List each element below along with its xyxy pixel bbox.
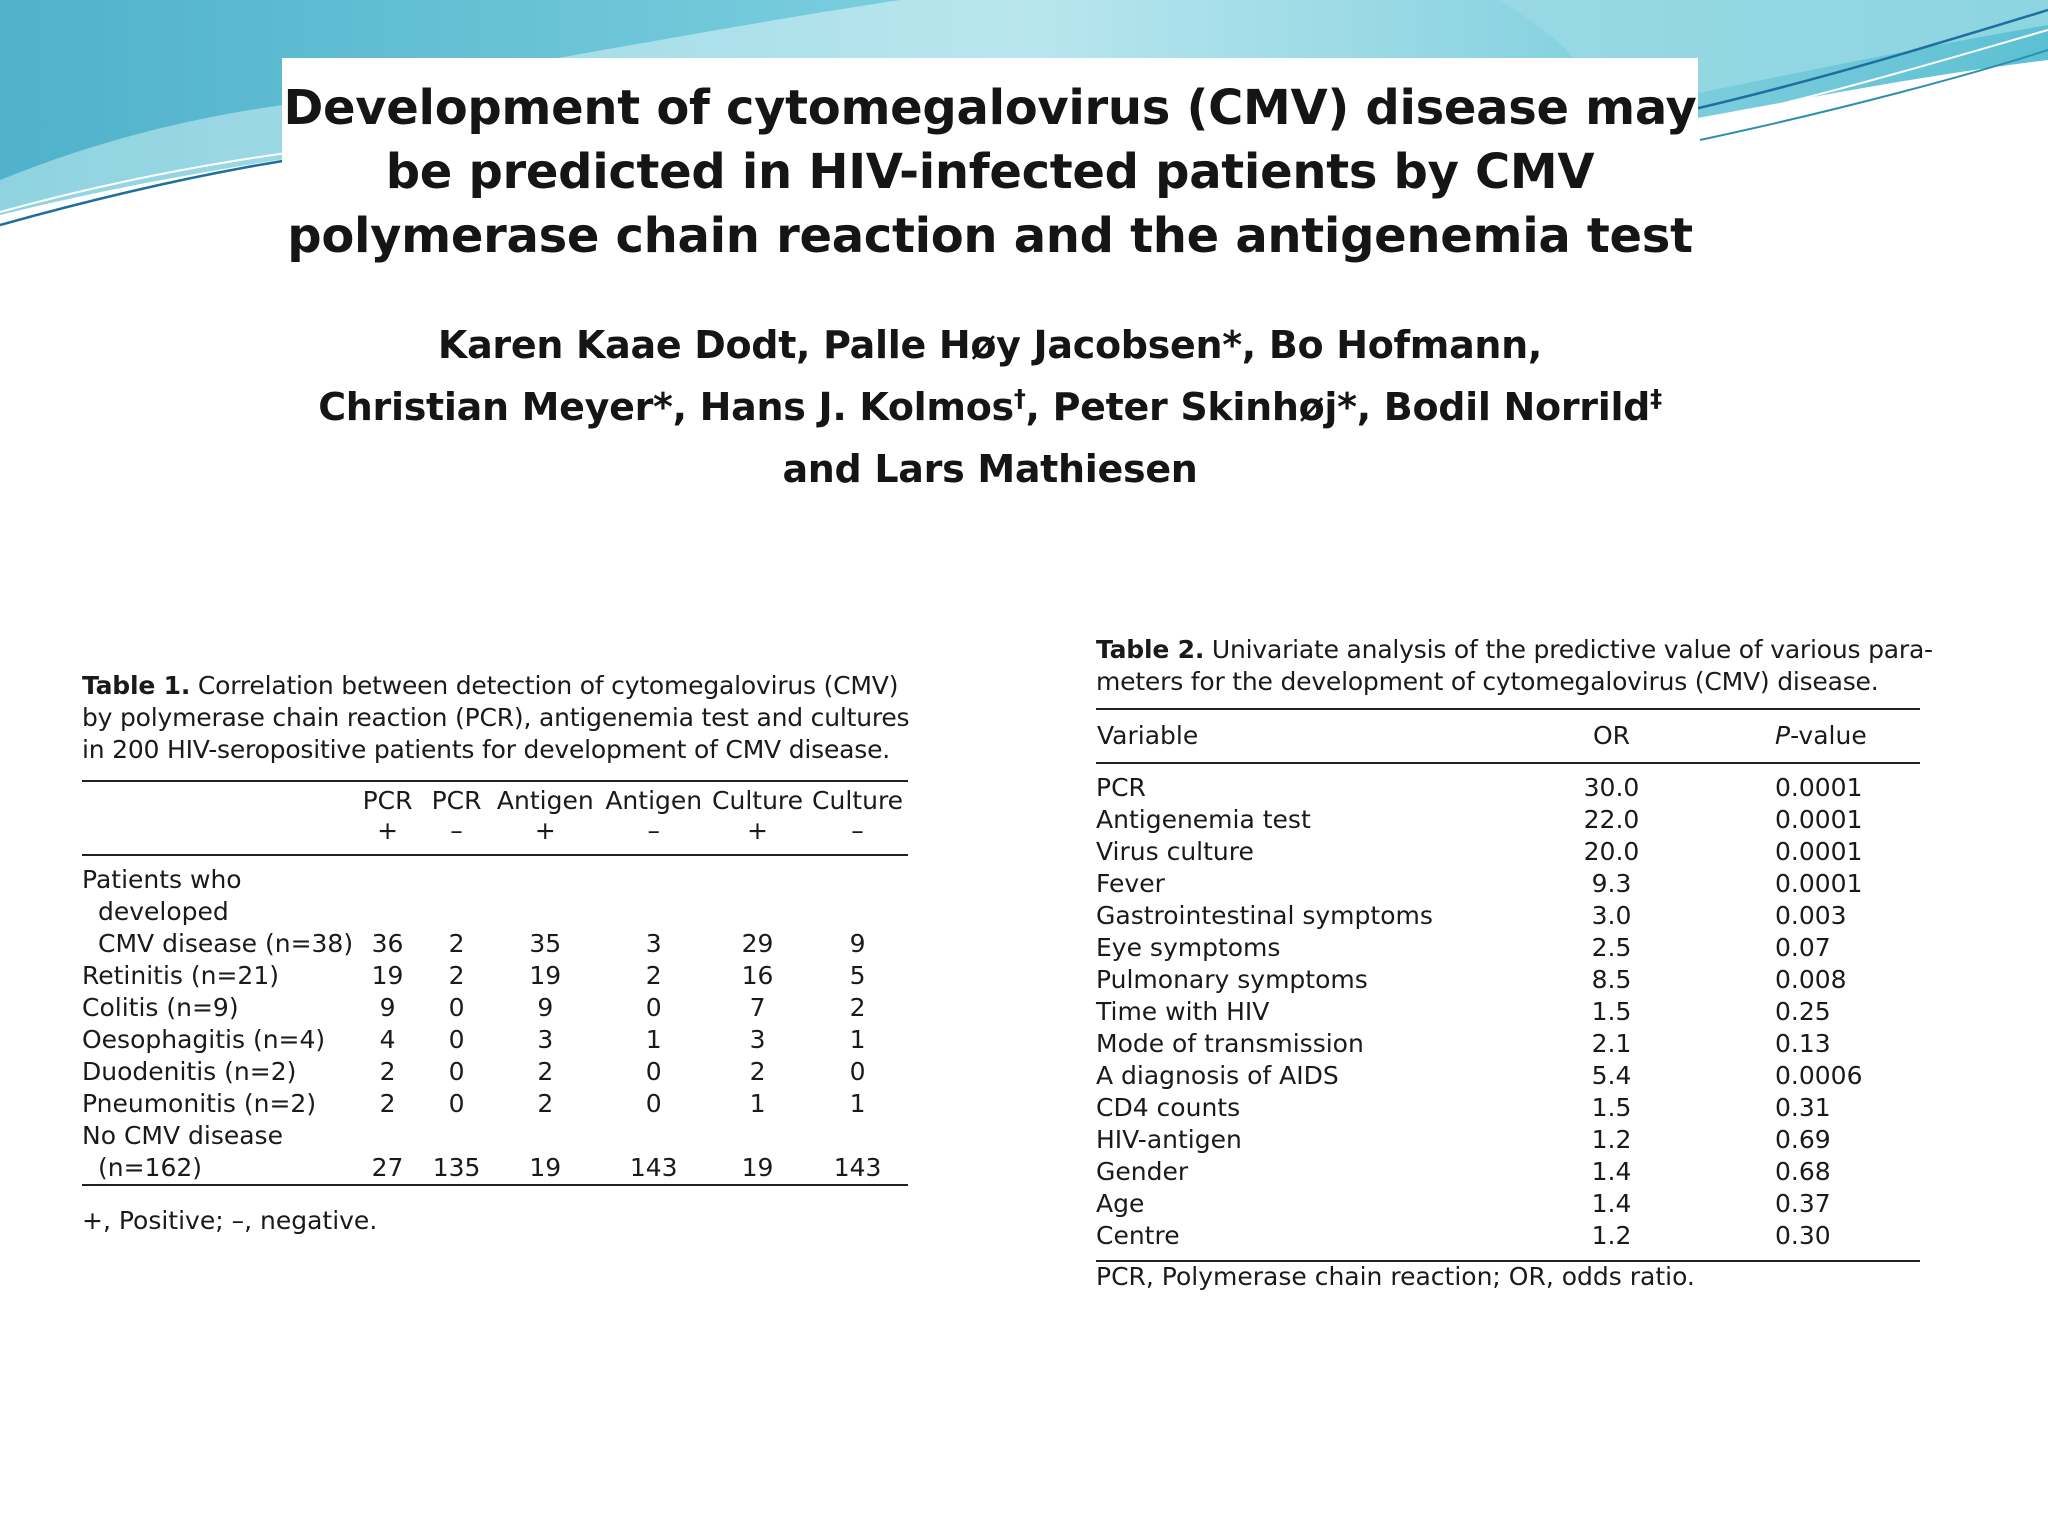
- table1-cell: [807, 1120, 908, 1152]
- table2-variable-cell: Age: [1096, 1189, 1145, 1218]
- table1-header-corner: [82, 781, 353, 816]
- table2-pvalue-cell: 0.30: [1695, 1220, 1920, 1261]
- table1-row: [82, 1120, 908, 1152]
- table1-caption-line: by polymerase chain reaction (PCR), antigenemia test and cultures: [82, 703, 910, 732]
- table1-caption-line: Correlation between detection of cytomegalovirus (CMV): [190, 671, 899, 700]
- table1-sign-row: [82, 816, 908, 855]
- table2-row: [1096, 804, 1920, 836]
- table1-row: [82, 1152, 908, 1185]
- table1-cell: 29: [741, 929, 774, 958]
- table2-or-cell: 20.0: [1583, 837, 1640, 866]
- table2-or-cell: 30.0: [1583, 773, 1640, 802]
- table1-row-label: (n=162): [82, 1152, 353, 1185]
- table1-cell: 2: [849, 993, 866, 1022]
- table1-col-header: Antigen: [600, 781, 708, 816]
- table2: [1096, 708, 1920, 1262]
- authors-line: Karen Kaae Dodt, Palle Høy Jacobsen*, Bo Hofmann,: [437, 323, 1543, 367]
- table1-row: [82, 992, 908, 1024]
- table2-row: [1096, 996, 1920, 1028]
- table2-row: [1096, 900, 1920, 932]
- table1-cell: 7: [749, 993, 766, 1022]
- table1-cell: 5: [849, 961, 866, 990]
- double-dagger-mark: ‡: [1650, 384, 1662, 413]
- table1-cell: 36: [371, 929, 404, 958]
- table2-pvalue-cell: 0.008: [1775, 965, 1847, 994]
- table1-sign: +: [353, 816, 422, 855]
- table2-header-row: [1096, 709, 1920, 763]
- table1-row-label: Patients who: [82, 865, 242, 894]
- table2-pvalue-cell: 0.13: [1775, 1029, 1831, 1058]
- table1-sign: –: [600, 816, 708, 855]
- table2-pvalue-cell: 0.0001: [1775, 805, 1863, 834]
- table1-cell: 2: [537, 1057, 554, 1086]
- table1-cell: [491, 1120, 599, 1152]
- table1-cell: 27: [353, 1152, 422, 1185]
- p-italic: P: [1775, 721, 1791, 750]
- table1-cell: 2: [749, 1057, 766, 1086]
- table1-cell: 0: [645, 993, 662, 1022]
- table1-cell: 2: [537, 1089, 554, 1118]
- table1-cell: 0: [448, 1057, 465, 1086]
- table2-row: [1096, 1220, 1920, 1261]
- table2-row: [1096, 1156, 1920, 1188]
- table1-cell: 3: [749, 1025, 766, 1054]
- table2-or-cell: 22.0: [1583, 805, 1640, 834]
- table1-cell: 0: [448, 1089, 465, 1118]
- table1-sign: +: [491, 816, 599, 855]
- table1-cell: 9: [537, 993, 554, 1022]
- table1-cell: 143: [600, 1152, 708, 1185]
- table1-col-header: Culture: [807, 781, 908, 816]
- table2-col-header: OR: [1528, 709, 1695, 763]
- paper-title: [282, 76, 1698, 268]
- dagger-mark: †: [1013, 384, 1026, 413]
- table1-col-header: Antigen: [491, 781, 599, 816]
- table2-or-cell: 1.4: [1591, 1189, 1632, 1218]
- table2-pvalue-cell: 0.25: [1775, 997, 1831, 1026]
- table1-cell: 2: [448, 961, 465, 990]
- table2-variable-cell: Eye symptoms: [1096, 933, 1281, 962]
- table1-cell: [708, 1120, 807, 1152]
- table2-variable-cell: Centre: [1096, 1220, 1528, 1261]
- table2-row: [1096, 932, 1920, 964]
- table2-col-header: [1695, 709, 1920, 763]
- table2-variable-cell: A diagnosis of AIDS: [1096, 1061, 1339, 1090]
- table1-cell: 0: [448, 1025, 465, 1054]
- table2-col-header: Variable: [1096, 709, 1528, 763]
- table2-pvalue-cell: 0.0001: [1775, 837, 1863, 866]
- table1-sign: –: [422, 816, 491, 855]
- table1-cell: 19: [371, 961, 404, 990]
- table2-or-cell: 3.0: [1591, 901, 1632, 930]
- paper-title-line: Development of cytomegalovirus (CMV) disease may: [283, 80, 1697, 136]
- table2-row: [1096, 868, 1920, 900]
- table1-col-header: PCR: [422, 781, 491, 816]
- table1-cell: [600, 1120, 708, 1152]
- authors-segment: , Peter Skinhøj*, Bodil Norrild: [1025, 385, 1651, 429]
- table1-label: Table 1.: [82, 671, 191, 700]
- table2-or-cell: 1.5: [1591, 1093, 1632, 1122]
- paper-title-card: [282, 58, 1698, 504]
- table1-sign-corner: [82, 816, 353, 855]
- table1-row-label: Duodenitis (n=2): [82, 1057, 297, 1086]
- table1-cell: 2: [448, 929, 465, 958]
- paper-authors: [282, 314, 1698, 500]
- table2-variable-cell: Virus culture: [1096, 837, 1254, 866]
- table1-cell: 2: [645, 961, 662, 990]
- table1-col-header: Culture: [708, 781, 807, 816]
- table1-row: [82, 1088, 908, 1120]
- table2-or-cell: 2.5: [1591, 933, 1632, 962]
- table2-pvalue-cell: 0.37: [1775, 1189, 1831, 1218]
- table2-caption: [1096, 634, 1976, 698]
- table2-row: [1096, 964, 1920, 996]
- table2-or-cell: 8.5: [1591, 965, 1632, 994]
- table2-card: [1074, 592, 1999, 1330]
- table2-or-cell: 1.5: [1591, 997, 1632, 1026]
- table1-caption-line: in 200 HIV-seropositive patients for development of CMV disease.: [82, 735, 891, 764]
- table2-row: [1096, 763, 1920, 804]
- table1-cell: 1: [849, 1089, 866, 1118]
- table2-variable-cell: Gastrointestinal symptoms: [1096, 901, 1433, 930]
- table1-row: [82, 855, 908, 896]
- table1-sign: +: [708, 816, 807, 855]
- table1-col-header: PCR: [353, 781, 422, 816]
- table1-row: [82, 928, 908, 960]
- table1-cell: 1: [645, 1025, 662, 1054]
- table1-cell: 2: [379, 1057, 396, 1086]
- table1-row-label: developed: [98, 897, 229, 926]
- table2-or-cell: 5.4: [1591, 1061, 1632, 1090]
- table2-pvalue-cell: 0.69: [1775, 1125, 1831, 1154]
- table2-row: [1096, 1092, 1920, 1124]
- table1-cell: 0: [645, 1089, 662, 1118]
- table1-row: [82, 960, 908, 992]
- table1-row-label: No CMV disease: [82, 1121, 283, 1150]
- table2-variable-cell: PCR: [1096, 773, 1146, 802]
- table1-cell: 9: [379, 993, 396, 1022]
- table2-pvalue-cell: 0.0006: [1775, 1061, 1863, 1090]
- authors-segment: Christian Meyer*, Hans J. Kolmos: [318, 385, 1014, 429]
- table1-row-label: CMV disease (n=38): [98, 929, 354, 958]
- table2-pvalue-cell: 0.07: [1775, 933, 1831, 962]
- table2-caption-line: meters for the development of cytomegalovirus (CMV) disease.: [1096, 667, 1879, 696]
- table1-cell: [353, 1120, 422, 1152]
- table1-row-label: Pneumonitis (n=2): [82, 1089, 317, 1118]
- table1-row: [82, 1024, 908, 1056]
- table2-variable-cell: HIV-antigen: [1096, 1125, 1242, 1154]
- table2-row: [1096, 836, 1920, 868]
- table1-cell: 135: [422, 1152, 491, 1185]
- table2-variable-cell: Fever: [1096, 869, 1165, 898]
- table2-variable-cell: Gender: [1096, 1157, 1189, 1186]
- table2-variable-cell: Mode of transmission: [1096, 1029, 1364, 1058]
- table1-cell: 19: [491, 1152, 599, 1185]
- table1-row-label: Retinitis (n=21): [82, 961, 279, 990]
- paper-title-line: polymerase chain reaction and the antigenemia test: [287, 208, 1693, 264]
- table1-caption: [82, 670, 922, 766]
- table2-or-cell: 1.2: [1528, 1220, 1695, 1261]
- authors-line: [282, 376, 1698, 438]
- table1-cell: 3: [645, 929, 662, 958]
- table1-cell: 9: [849, 929, 866, 958]
- table2-or-cell: 1.2: [1591, 1125, 1632, 1154]
- table1-row: [82, 1056, 908, 1088]
- table2-pvalue-cell: 0.0001: [1775, 773, 1863, 802]
- table1-header-row: [82, 781, 908, 816]
- table2-pvalue-cell: 0.0001: [1775, 869, 1863, 898]
- table1-card: [64, 640, 934, 1275]
- table1-cell: 19: [708, 1152, 807, 1185]
- table1: [82, 780, 908, 1186]
- table1-cell: 0: [645, 1057, 662, 1086]
- table1-row-label: Colitis (n=9): [82, 993, 239, 1022]
- table2-variable-cell: Pulmonary symptoms: [1096, 965, 1368, 994]
- table1-cell: [422, 1120, 491, 1152]
- table2-row: [1096, 1124, 1920, 1156]
- table1-footnote: +, Positive; –, negative.: [82, 1206, 378, 1235]
- table2-variable-cell: Time with HIV: [1096, 997, 1270, 1026]
- table1-cell: 0: [448, 993, 465, 1022]
- table2-caption-line: Univariate analysis of the predictive value of various para-: [1204, 635, 1933, 664]
- table1-cell: 16: [741, 961, 774, 990]
- table1-cell: 19: [529, 961, 562, 990]
- table1-cell: 4: [379, 1025, 396, 1054]
- table1-cell: 0: [849, 1057, 866, 1086]
- table1-row-label: Oesophagitis (n=4): [82, 1025, 326, 1054]
- table1-cell: 3: [537, 1025, 554, 1054]
- table2-row: [1096, 1028, 1920, 1060]
- p-rest: -value: [1790, 721, 1867, 750]
- table2-row: [1096, 1188, 1920, 1220]
- table2-or-cell: 2.1: [1591, 1029, 1632, 1058]
- table1-cell: 1: [849, 1025, 866, 1054]
- paper-title-line: be predicted in HIV-infected patients by CMV: [385, 144, 1595, 200]
- table2-pvalue-cell: 0.003: [1775, 901, 1847, 930]
- table1-row: [82, 896, 908, 928]
- table2-footnote: PCR, Polymerase chain reaction; OR, odds ratio.: [1096, 1262, 1695, 1291]
- table1-cell: 35: [529, 929, 562, 958]
- authors-line: and Lars Mathiesen: [782, 447, 1198, 491]
- table2-row: [1096, 1060, 1920, 1092]
- table1-cell: 1: [749, 1089, 766, 1118]
- table1-sign: –: [807, 816, 908, 855]
- table1-cell: 2: [379, 1089, 396, 1118]
- table2-variable-cell: CD4 counts: [1096, 1093, 1241, 1122]
- table2-label: Table 2.: [1096, 635, 1205, 664]
- table2-pvalue-cell: 0.68: [1775, 1157, 1831, 1186]
- table2-pvalue-cell: 0.31: [1775, 1093, 1831, 1122]
- table1-cell: 143: [807, 1152, 908, 1185]
- table2-or-cell: 1.4: [1591, 1157, 1632, 1186]
- table2-or-cell: 9.3: [1591, 869, 1632, 898]
- table2-variable-cell: Antigenemia test: [1096, 805, 1311, 834]
